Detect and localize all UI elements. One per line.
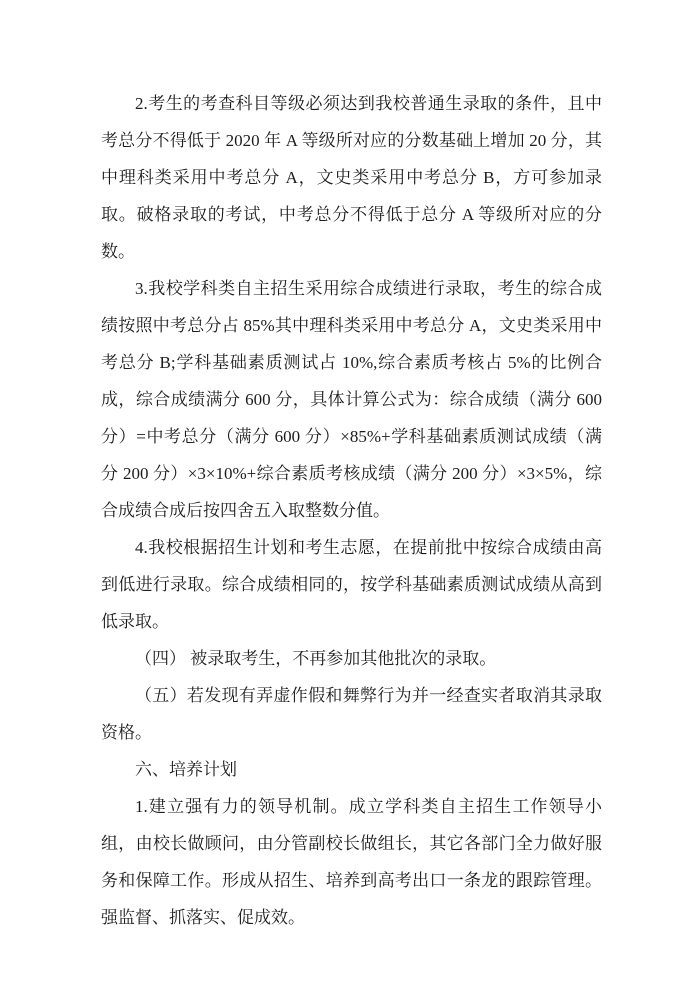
paragraph-admission-condition: 2.考生的考查科目等级必须达到我校普通生录取的条件，且中考总分不得低于 2020 年 A 等级所对应的分数基础上增加 20 分，其中理科类采用中考总分 A，文史类采用中考总分 B，方可参加录取。破格录取的考试，中考总分不得低于总分 A 等级所对应的分数。 [101, 94, 602, 261]
paragraph-leadership-mechanism: 1.建立强有力的领导机制。成立学科类自主招生工作领导小组，由校长做顾问，由分管副校长做组长，其它各部门全力做好服务和保障工作。形成从招生、培养到高考出口一条龙的跟踪管理。强监督、抓落实、促成效。 [101, 797, 602, 927]
paragraph-item-four: （四） 被录取考生，不再参加其他批次的录取。 [135, 649, 497, 668]
paragraph-item-five: （五）若发现有弄虚作假和舞弊行为并一经查实者取消其录取资格。 [101, 686, 602, 742]
section-heading-training-plan: 六、培养计划 [135, 760, 237, 779]
document-body [101, 85, 602, 936]
paragraph-ranking-rule: 4.我校根据招生计划和考生志愿，在提前批中按综合成绩由高到低进行录取。综合成绩相同的，按学科基础素质测试成绩从高到低录取。 [101, 538, 602, 631]
paragraph-composite-score-formula: 3.我校学科类自主招生采用综合成绩进行录取，考生的综合成绩按照中考总分占 85%其中理科类采用中考总分 A，文史类采用中考总分 B;学科基础素质测试占 10%,综合素质考核占 5%的比例合成，综合成绩满分 600 分，具体计算公式为：综合成绩（满分 600 分）=中考总分（满分 600 分）×85%+学科基础素质测试成绩（满分 200 分）×3×10%+综合素质考核成绩（满分 200 分）×3×5%，综合成绩合成后按四舍五入取整数分值。 [101, 279, 602, 520]
